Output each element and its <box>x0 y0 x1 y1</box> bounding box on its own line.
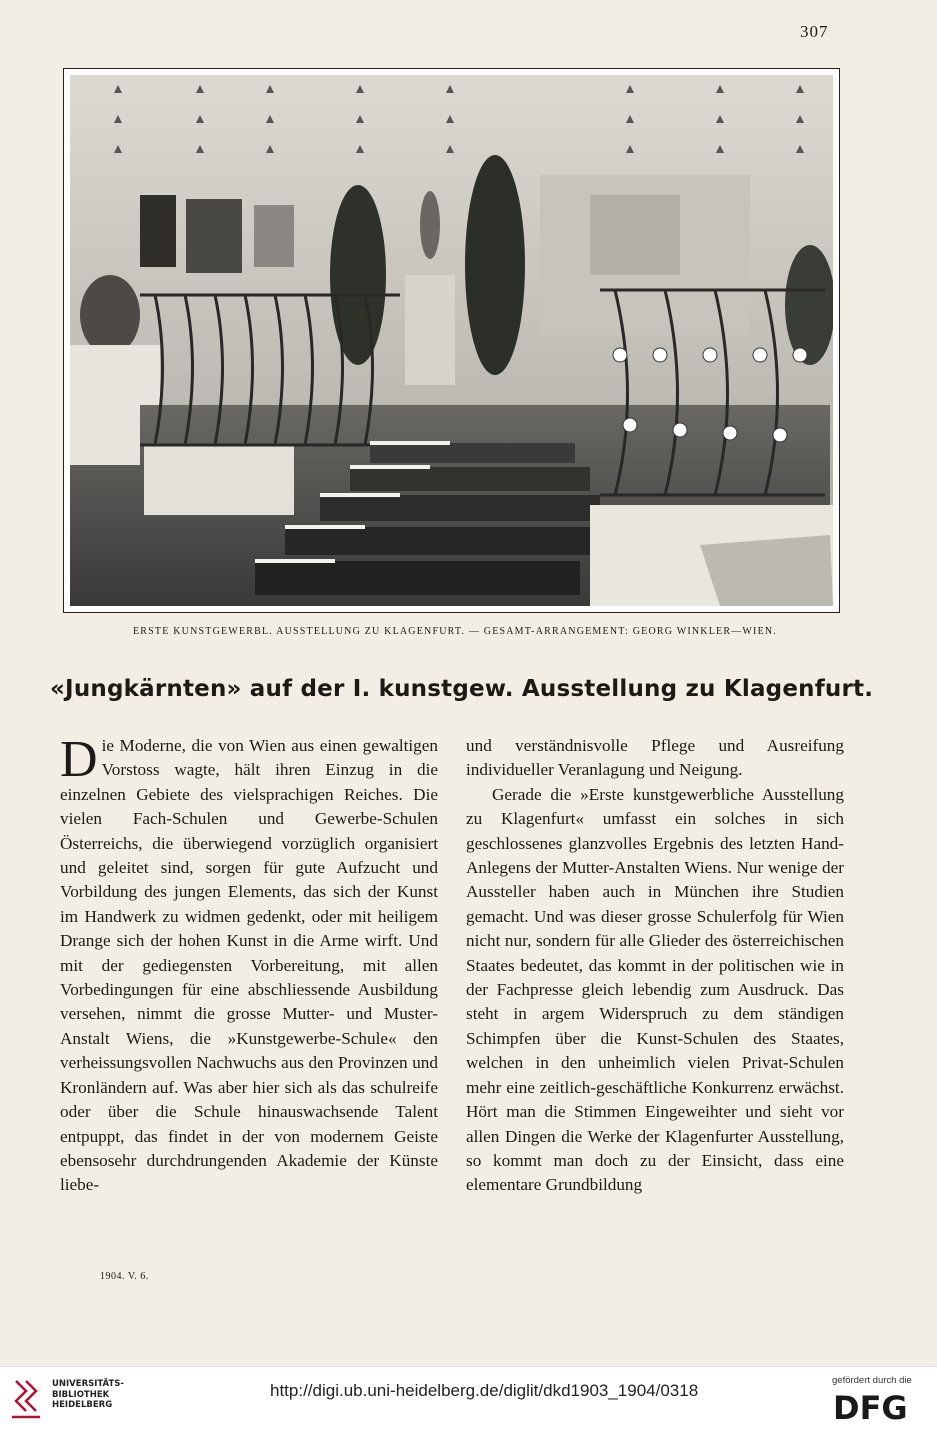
left-text-column <box>60 731 438 1198</box>
dfg-logo-icon <box>833 1389 927 1423</box>
right-text-column <box>466 734 844 1198</box>
exhibition-photograph <box>63 68 840 613</box>
right-paragraph-1: und verständnisvolle Pflege und Ausreifung individueller Veranlagung und Neigung. <box>466 736 844 780</box>
funded-by-label: gefördert durch die <box>832 1375 912 1386</box>
digitization-footer <box>0 1366 937 1430</box>
page-number: 307 <box>800 22 829 41</box>
library-name <box>52 1379 124 1411</box>
volume-footnote: 1904. V. 6. <box>100 1271 149 1282</box>
source-url-link[interactable]: http://digi.ub.uni-heidelberg.de/diglit/dkd1903_1904/0318 <box>270 1381 699 1400</box>
exhibition-photo-drawing <box>70 75 833 606</box>
library-name-line-2: BIBLIOTHEK <box>52 1389 110 1400</box>
left-paragraph-1-text: ie Moderne, die von Wien aus einen gewaltigen Vorstoss wagte, hält ihren Einzug in die einzelnen Gebiete des vielsprachigen Reiches. Die vielen Fach-Schulen und Gewerbe-Schulen Österreichs, die überwiegend vorzüglich organisiert und geleitet sind, sorgen für gute Aufzucht und Vorbildung des jungen Elements, das sich der Kunst im Handwerk zu widmen gedenkt, oder mit heiligem Drange sich der hohen Kunst in die Arme wirft. Und mit der gediegensten Vorbereitung, mit allen Vorbedingungen für eine abschliessende Ausbildung versehen, nimmt die grosse Mutter- und Muster-Anstalt Wiens, die »Kunstgewerbe-Schule« den verheissungsvollen Nachwuchs aus den Provinzen und Kronländern auf. Was aber hier sich als das schulreife oder über die Schule hinauswachsende Talent entpuppt, das findet in der von modernem Geiste ebensosehr durchdrungenden Akademie der Künste liebe- <box>60 736 438 1195</box>
article-title: «Jungkärnten» auf der I. kunstgew. Ausstellung zu Klagenfurt. <box>50 676 874 702</box>
dfg-logo-text: DFG <box>833 1389 908 1423</box>
library-name-line-3: HEIDELBERG <box>52 1400 113 1410</box>
drop-cap: D <box>60 731 98 788</box>
university-library-logo-icon <box>8 1377 44 1421</box>
left-paragraph-1 <box>60 731 438 1198</box>
figure-caption: ERSTE KUNSTGEWERBL. AUSSTELLUNG ZU KLAGENFURT. — GESAMT-ARRANGEMENT: GEORG WINKLER—WIEN. <box>132 626 777 637</box>
right-paragraph-2: Gerade die »Erste kunstgewerbliche Ausstellung zu Klagenfurt« umfasst ein solches in sich geschlossenes glanzvolles Ergebnis des letzten Hand-Anlegens der Mutter-Anstalten Wiens. Nur wenige der Aussteller haben auch in München ihre Studien gemacht. Und was dieser grosse Schulerfolg für Wien nicht nur, sondern für alle Glieder des österreichischen Staates bedeutet, das kommt in der politischen wie in der Fachpresse gleich lebendig zum Ausdruck. Das steht in argem Widerspruch zu dem ständigen Schimpfen über die Kunst-Schulen des Staates, welchen in den unheimlich vielen Privat-Schulen mehr eine zeitlich-geschäftliche Konkurrenz erwächst. Hört man die Stimmen Eingeweihter und sieht vor allen Dingen die Werke der Klagenfurter Ausstellung, so kommt man doch zu der Einsicht, dass eine elementare Grundbildung <box>466 784 844 1195</box>
library-name-line-1: UNIVERSITÄTS- <box>52 1379 124 1389</box>
